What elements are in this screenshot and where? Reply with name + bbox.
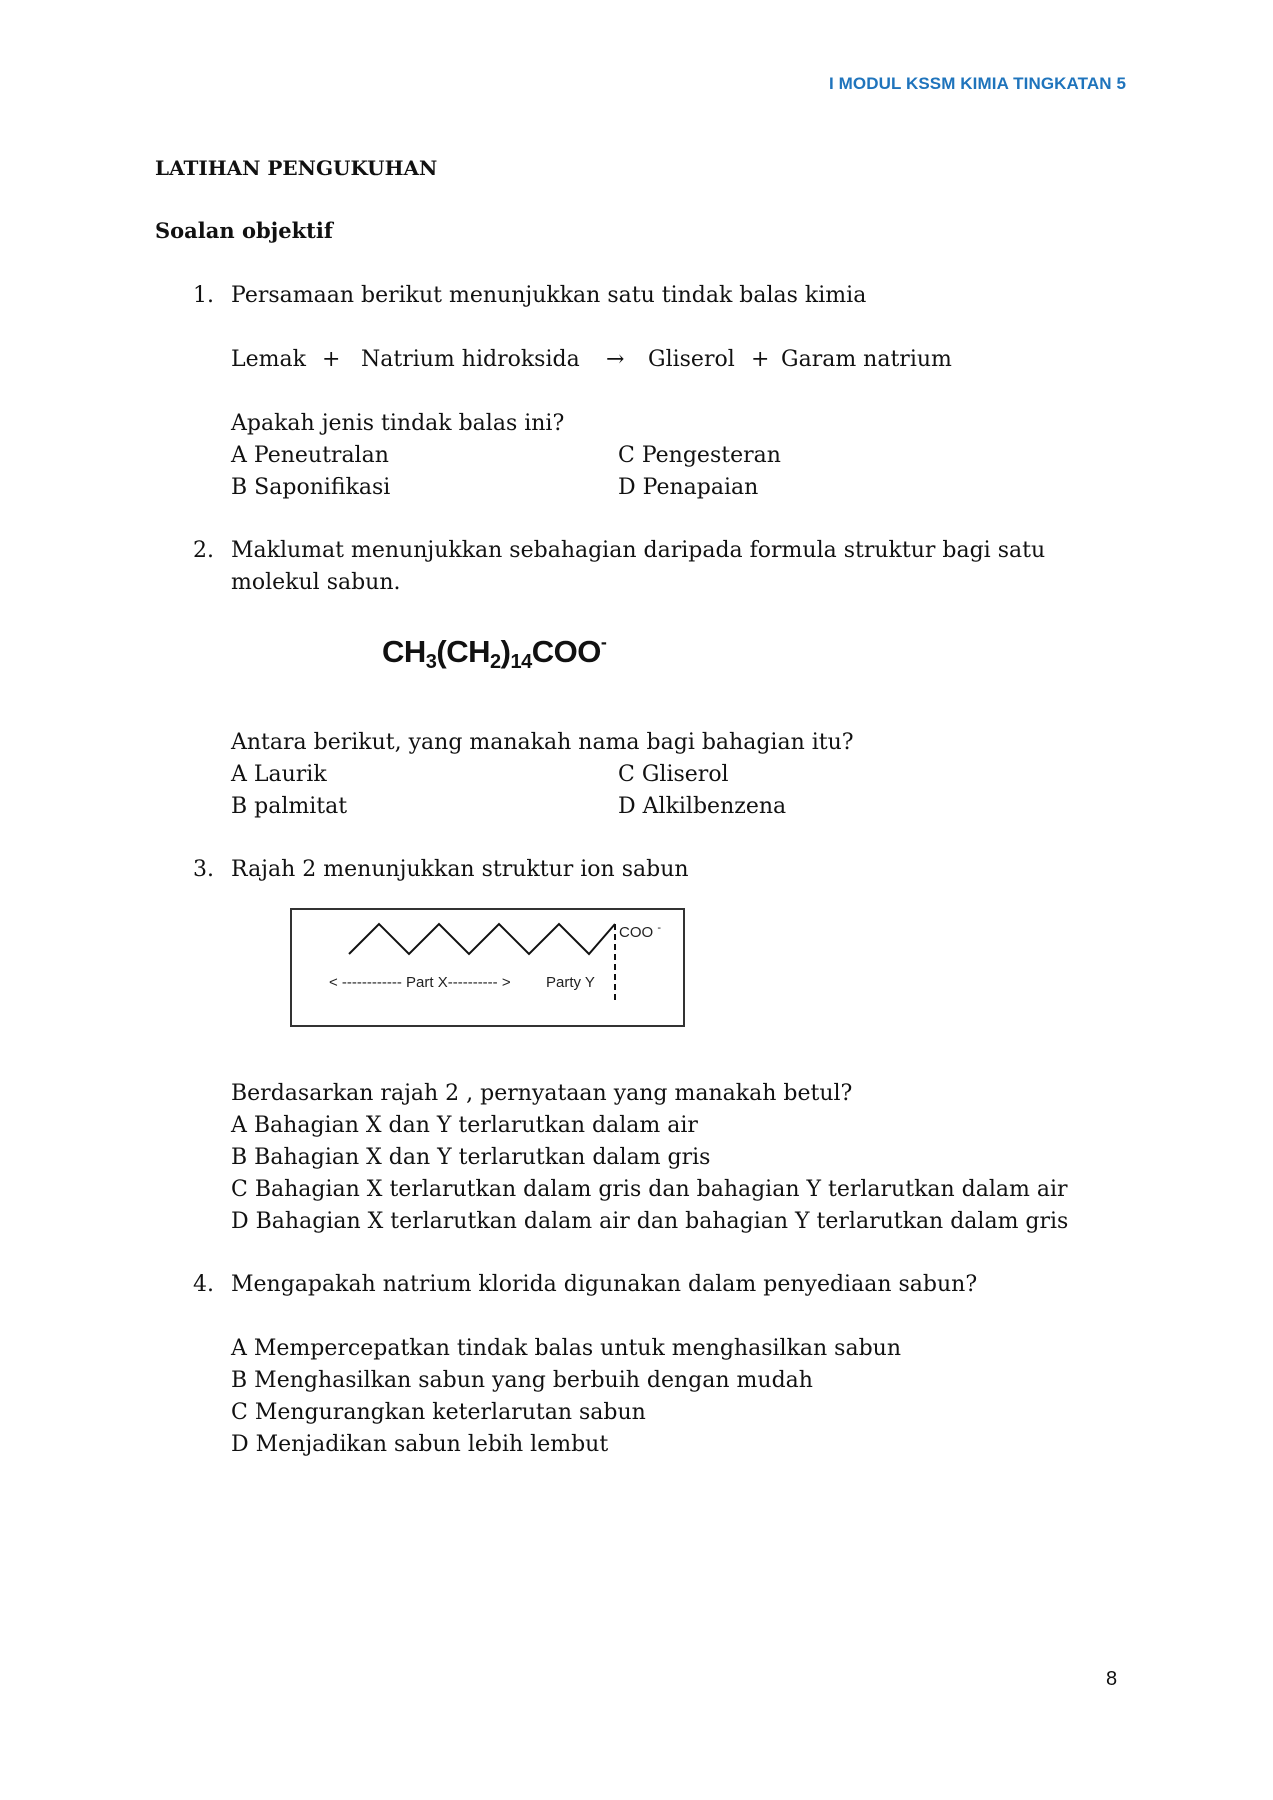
- option-d[interactable]: D Bahagian X terlarutkan dalam air dan bahagian Y terlarutkan dalam gris: [231, 1209, 1069, 1234]
- section-title: LATIHAN PENGUKUHAN: [155, 156, 438, 180]
- module-header: I MODUL KSSM KIMIA TINGKATAN 5: [828, 74, 1126, 93]
- product-glycerol: Gliserol: [648, 347, 735, 372]
- question-number: 1.: [193, 283, 214, 308]
- option-b[interactable]: B Menghasilkan sabun yang berbuih dengan mudah: [231, 1368, 813, 1393]
- option-a[interactable]: A Mempercepatkan tindak balas untuk menghasilkan sabun: [231, 1336, 901, 1361]
- option-b[interactable]: B Saponifikasi: [231, 475, 391, 500]
- question-prompt: Apakah jenis tindak balas ini?: [231, 411, 565, 436]
- option-c[interactable]: C Pengesteran: [618, 443, 781, 468]
- option-a[interactable]: A Bahagian X dan Y terlarutkan dalam air: [231, 1113, 698, 1138]
- part-y-label: Party Y: [546, 974, 595, 991]
- question-stem-line1: Maklumat menunjukkan sebahagian daripada formula struktur bagi satu: [231, 538, 1046, 563]
- question-stem: Persamaan berikut menunjukkan satu tindak balas kimia: [231, 283, 867, 308]
- soap-formula: $CH_3(CH_2)_{14}COO^-$: [382, 632, 607, 673]
- option-d[interactable]: D Alkilbenzena: [618, 794, 787, 819]
- question-number: 3.: [193, 857, 214, 882]
- section-subtitle: Soalan objektif: [155, 218, 333, 243]
- option-a[interactable]: A Peneutralan: [231, 443, 389, 468]
- option-c[interactable]: C Gliserol: [618, 762, 729, 787]
- carboxylate-head-label: COO -: [619, 922, 662, 941]
- question-stem: Rajah 2 menunjukkan struktur ion sabun: [231, 857, 689, 882]
- option-a[interactable]: A Laurik: [231, 762, 327, 787]
- option-d[interactable]: D Penapaian: [618, 475, 759, 500]
- question-number: 4.: [193, 1272, 214, 1297]
- option-b[interactable]: B palmitat: [231, 794, 348, 819]
- question-stem-line2: molekul sabun.: [231, 570, 401, 595]
- product-sodium-salt: Garam natrium: [781, 347, 952, 372]
- soap-ion-diagram: [290, 908, 685, 1027]
- option-c[interactable]: C Bahagian X terlarutkan dalam gris dan bahagian Y terlarutkan dalam air: [231, 1177, 1068, 1202]
- question-prompt: Antara berikut, yang manakah nama bagi bahagian itu?: [231, 730, 854, 755]
- option-c[interactable]: C Mengurangkan keterlarutan sabun: [231, 1400, 646, 1425]
- question-number: 2.: [193, 538, 214, 563]
- plus-sign: +: [322, 347, 341, 372]
- reactant-naoh: Natrium hidroksida: [361, 347, 580, 372]
- option-d[interactable]: D Menjadikan sabun lebih lembut: [231, 1432, 609, 1457]
- question-prompt: Berdasarkan rajah 2 , pernyataan yang manakah betul?: [231, 1081, 853, 1106]
- part-x-label: < ------------ Part X---------- >: [329, 974, 511, 991]
- page-number: 8: [1106, 1668, 1118, 1690]
- plus-sign: +: [751, 347, 770, 372]
- reactant-fat: Lemak: [231, 347, 306, 372]
- reaction-arrow: →: [606, 347, 625, 372]
- option-b[interactable]: B Bahagian X dan Y terlarutkan dalam gris: [231, 1145, 711, 1170]
- question-stem: Mengapakah natrium klorida digunakan dalam penyediaan sabun?: [231, 1272, 978, 1297]
